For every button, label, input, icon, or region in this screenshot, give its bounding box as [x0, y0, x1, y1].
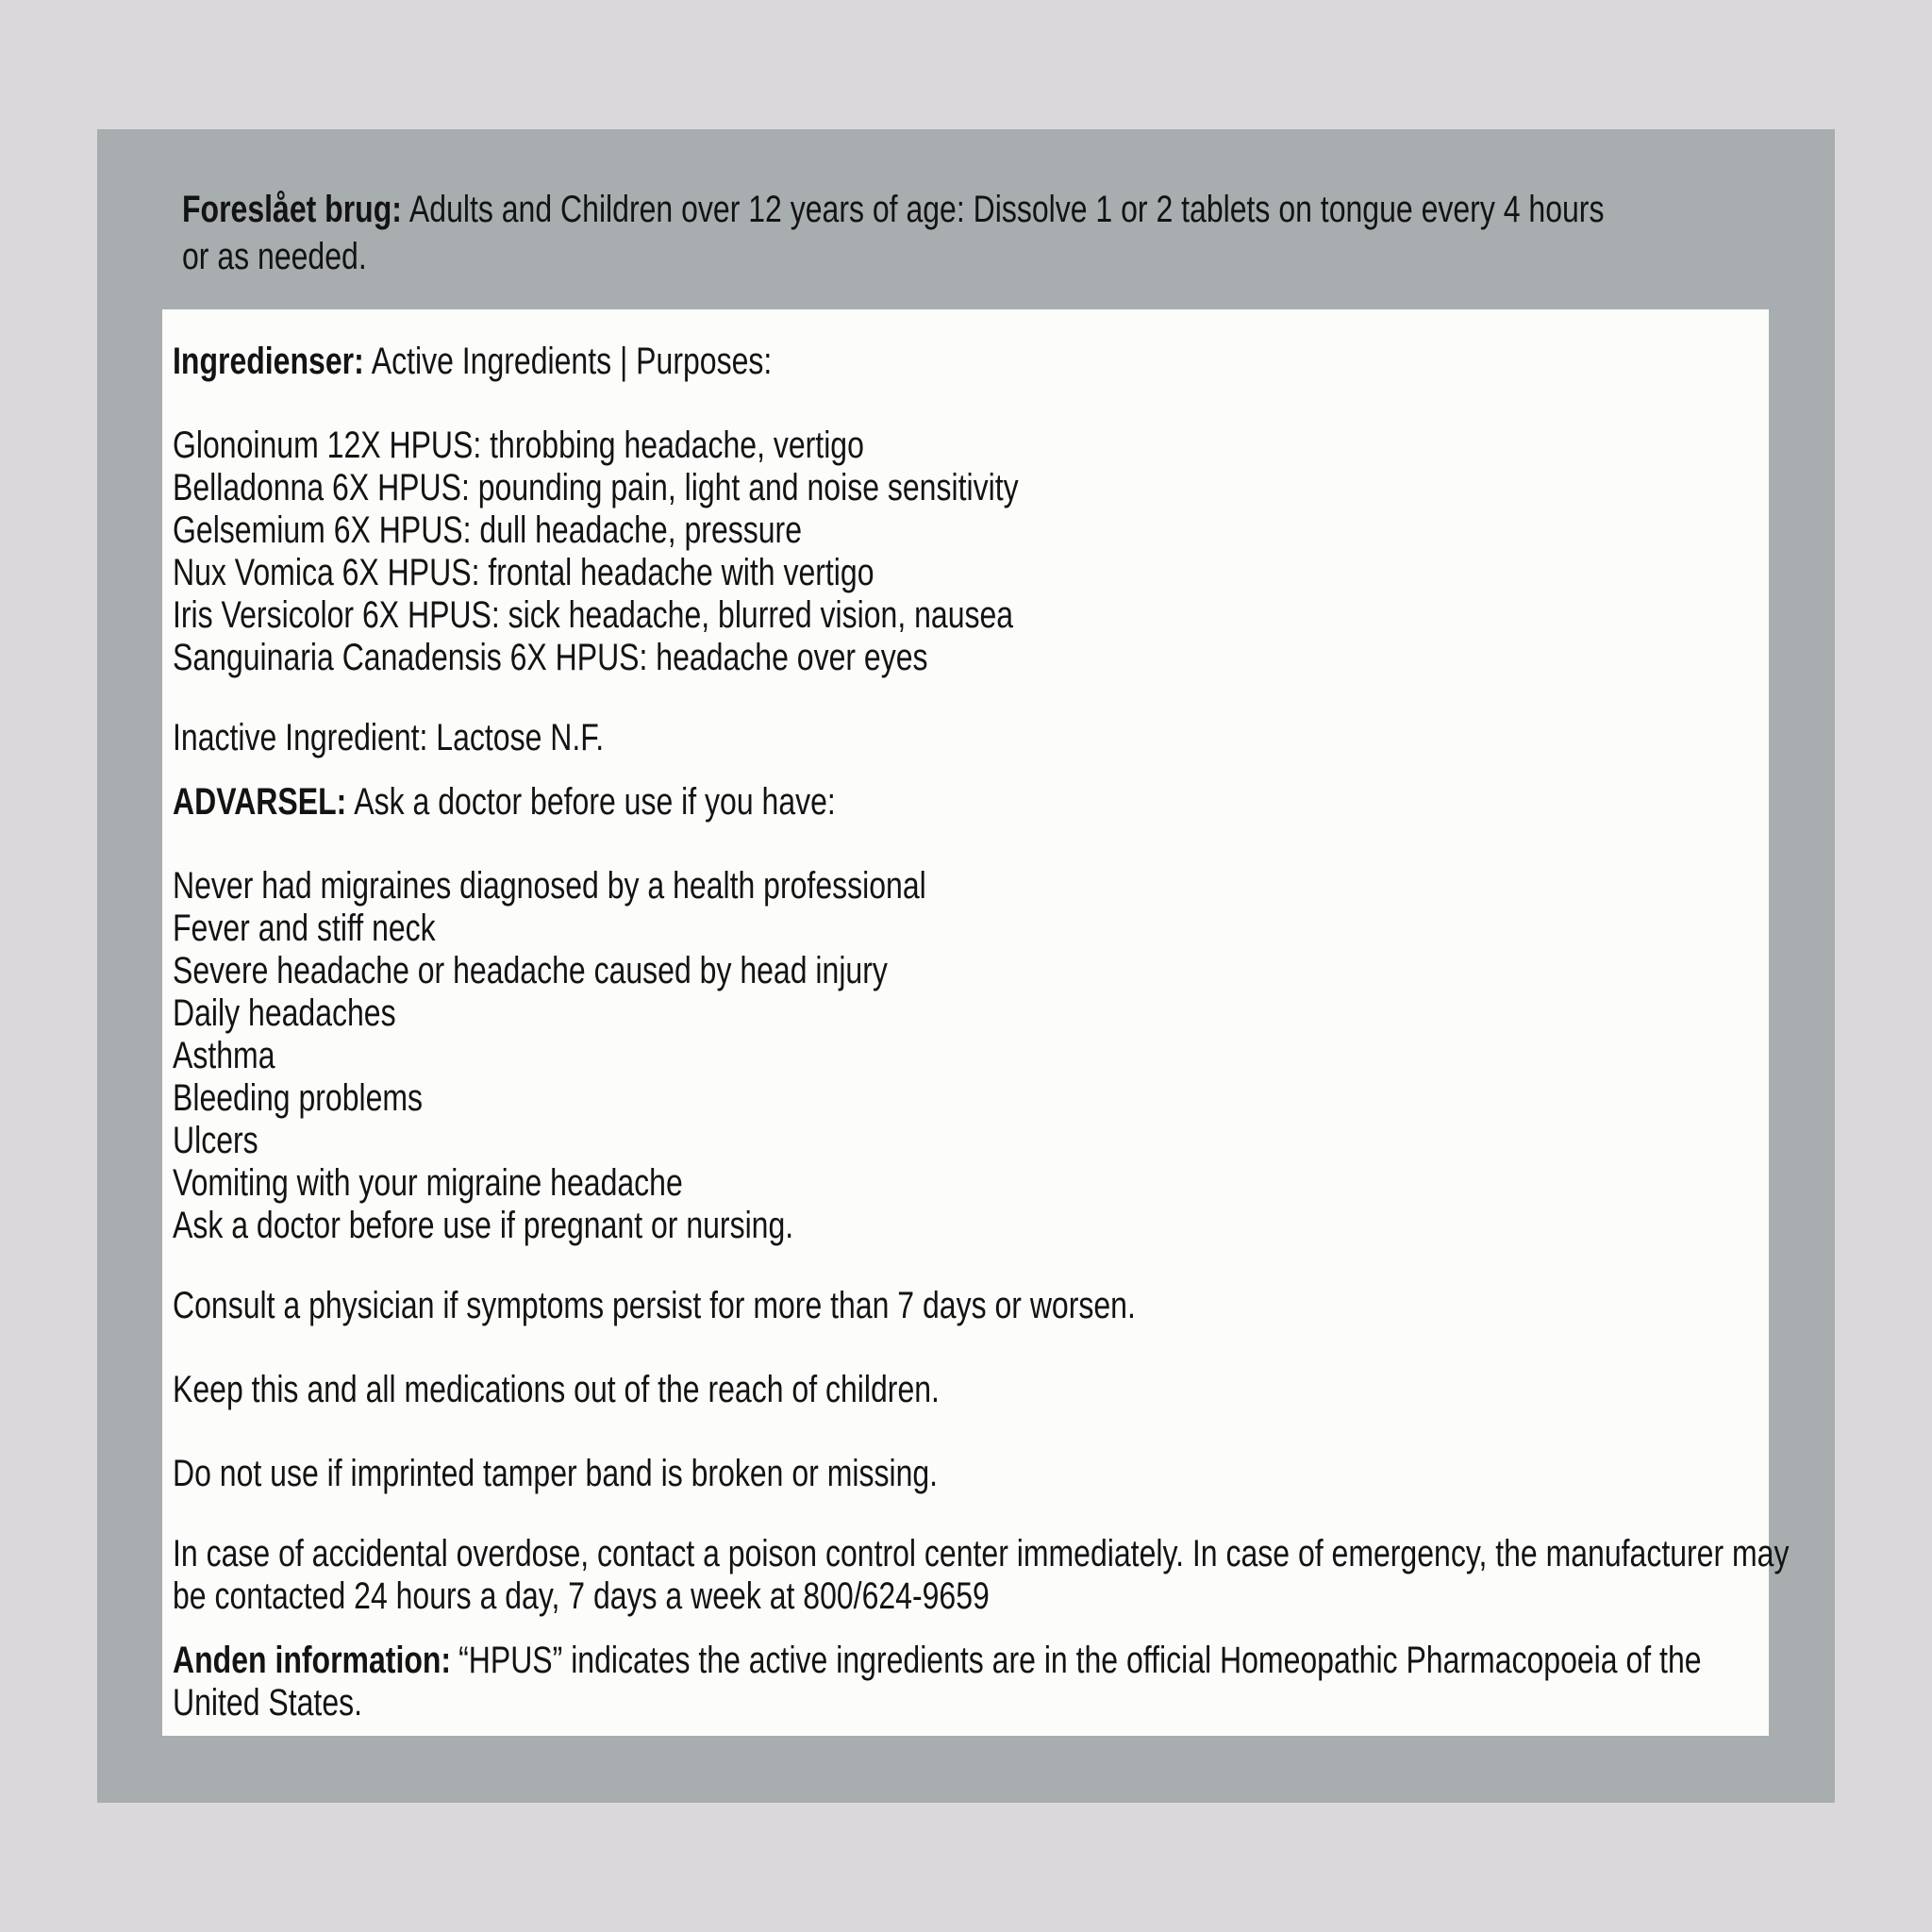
tamper-band-note: Do not use if imprinted tamper band is broken or missing.	[173, 1453, 939, 1494]
warning-condition-line: Vomiting with your migraine headache	[173, 1162, 683, 1204]
warning-condition-line: Daily headaches	[173, 992, 396, 1034]
ingredients-subheading: Active Ingredients | Purposes:	[371, 341, 773, 382]
suggested-use-heading: Foreslået brug:	[182, 189, 402, 230]
drug-facts-panel	[162, 309, 1790, 1736]
overdose-note	[173, 1533, 1790, 1618]
warning-condition-line: Asthma	[173, 1035, 275, 1076]
warning-conditions-list	[173, 865, 1769, 1247]
active-ingredient-line: Belladonna 6X HPUS: pounding pain, light and noise sensitivity	[173, 467, 1019, 508]
overdose-note-line: be contacted 24 hours a day, 7 days a week at 800/624-9659	[173, 1575, 990, 1617]
warning-condition-line: Never had migraines diagnosed by a health professional	[173, 865, 926, 907]
warning-condition-line: Fever and stiff neck	[173, 908, 436, 949]
warnings-subheading: Ask a doctor before use if you have:	[354, 781, 836, 823]
warnings-heading: ADVARSEL:	[173, 781, 347, 823]
active-ingredient-line: Glonoinum 12X HPUS: throbbing headache, vertigo	[173, 425, 864, 466]
suggested-use-text: Adults and Children over 12 years of age: Dissolve 1 or 2 tablets on tongue every 4 hours	[408, 189, 1605, 230]
drug-facts-content	[173, 341, 1790, 1724]
active-ingredient-line: Gelsemium 6X HPUS: dull headache, pressure	[173, 509, 802, 551]
ingredients-heading: Ingredienser:	[173, 341, 364, 382]
keep-away-note: Keep this and all medications out of the reach of children.	[173, 1369, 940, 1410]
warning-condition-line: Ulcers	[173, 1120, 258, 1161]
warning-condition-line: Ask a doctor before use if pregnant or nursing.	[173, 1205, 794, 1246]
warning-condition-line: Severe headache or headache caused by head injury	[173, 950, 888, 991]
warning-condition-line: Bleeding problems	[173, 1077, 424, 1119]
other-information-line: United States.	[173, 1682, 362, 1724]
suggested-use-section	[182, 186, 1918, 280]
other-information-section	[173, 1640, 1769, 1724]
overdose-note-line: In case of accidental overdose, contact a poison control center immediately. In case of emergency, the manufacturer may	[173, 1533, 1790, 1574]
ingredients-header	[173, 341, 1769, 383]
other-information-text: “HPUS” indicates the active ingredients are in the official Homeopathic Pharmacopoeia of the	[458, 1640, 1702, 1681]
active-ingredients-list	[173, 425, 1769, 679]
active-ingredient-line: Iris Versicolor 6X HPUS: sick headache, blurred vision, nausea	[173, 594, 1014, 636]
label-back-panel	[97, 129, 1835, 1803]
consult-physician-note: Consult a physician if symptoms persist for more than 7 days or worsen.	[173, 1285, 1136, 1326]
active-ingredient-line: Nux Vomica 6X HPUS: frontal headache with vertigo	[173, 552, 874, 593]
active-ingredient-line: Sanguinaria Canadensis 6X HPUS: headache over eyes	[173, 637, 928, 678]
inactive-ingredient: Inactive Ingredient: Lactose N.F.	[173, 717, 605, 758]
warnings-header	[173, 781, 1769, 824]
suggested-use-line: or as needed.	[182, 236, 367, 277]
other-information-heading: Anden information:	[173, 1640, 452, 1681]
suggested-use-line	[182, 186, 1918, 233]
other-information-line	[173, 1640, 1769, 1682]
